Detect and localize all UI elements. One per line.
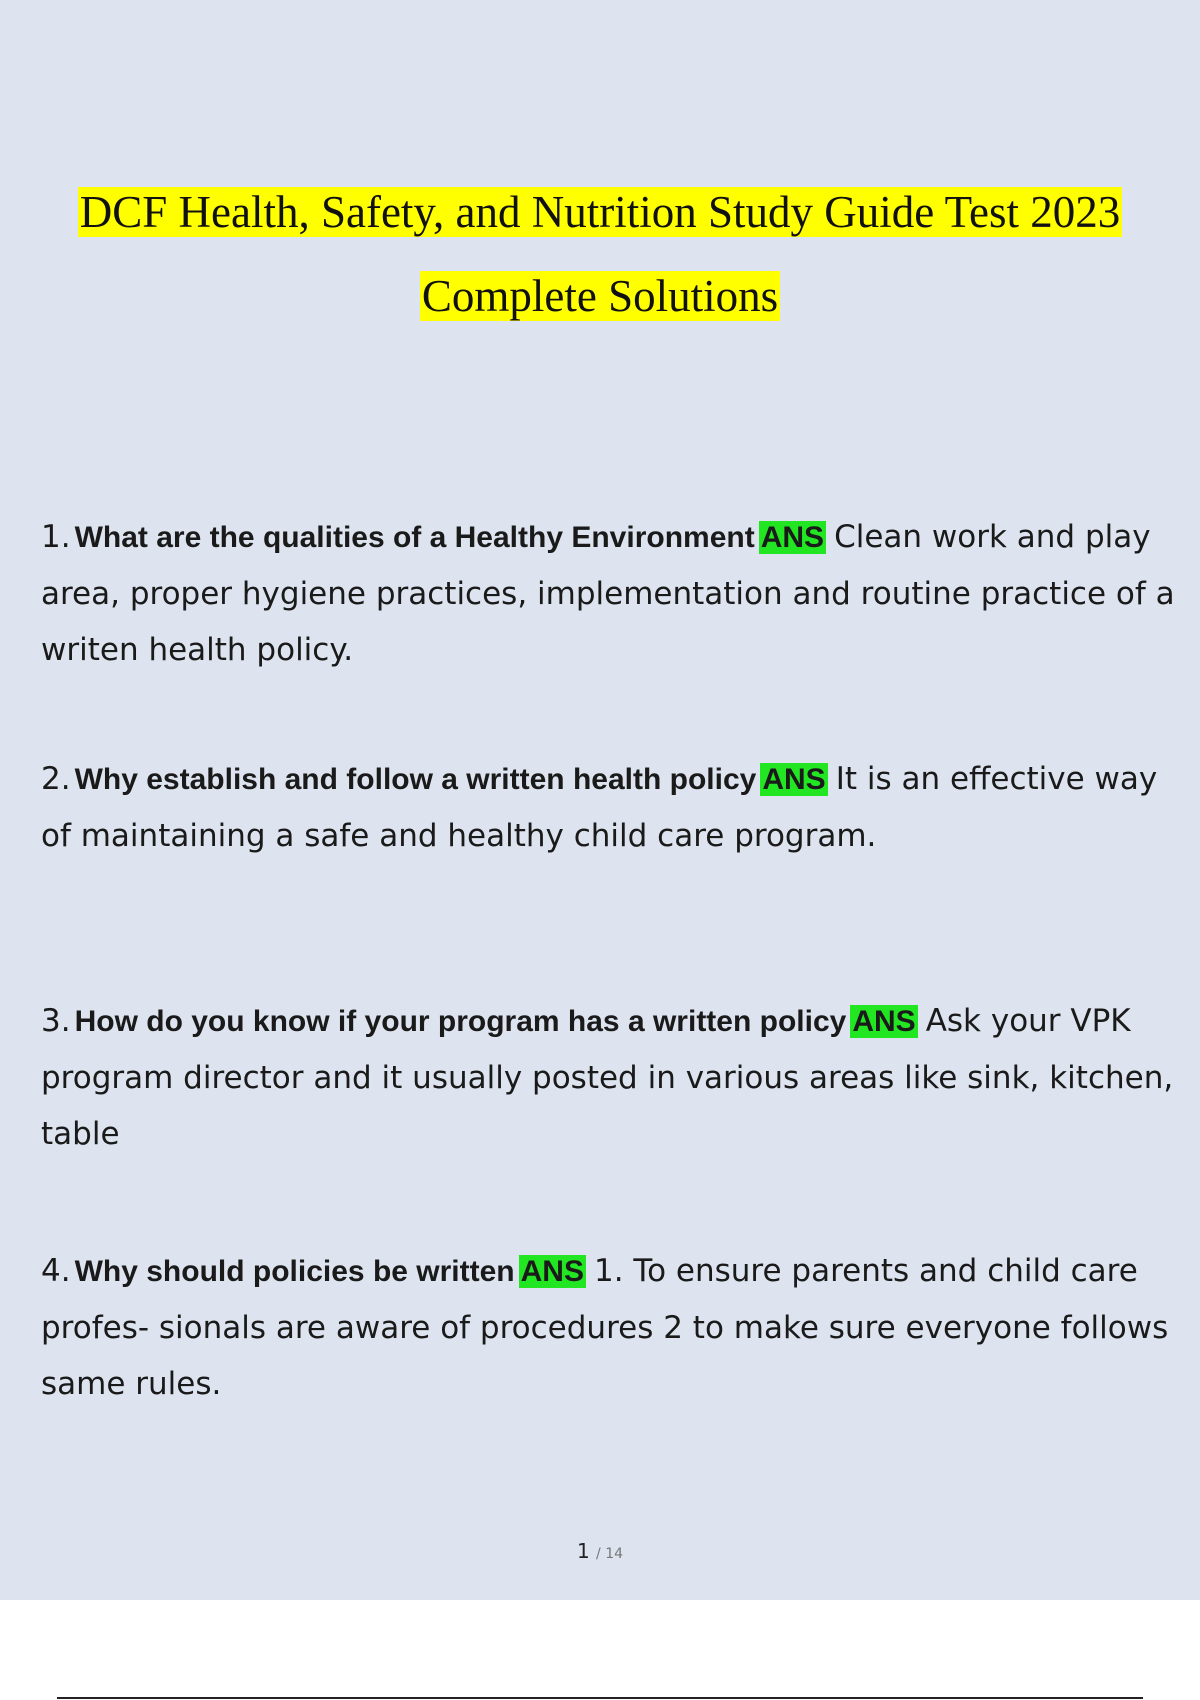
question-item-1 (41, 509, 1181, 678)
page-total: / 14 (596, 1546, 624, 1562)
ans-label: ANS (852, 1005, 916, 1038)
question-number: 3. (41, 1003, 71, 1039)
answer-text: It is an effective way of maintaining a safe and healthy child care program. (41, 761, 1158, 854)
ans-label: ANS (762, 763, 826, 796)
next-page-top-rule (57, 1697, 1143, 1699)
document-title (0, 170, 1200, 338)
page-current: 1 (576, 1539, 590, 1563)
ans-label: ANS (760, 521, 825, 554)
question-item-4 (41, 1243, 1181, 1412)
question-item-2 (41, 751, 1181, 864)
question-item-3 (41, 993, 1181, 1162)
question-number: 2. (41, 761, 71, 797)
title-line-1: DCF Health, Safety, and Nutrition Study Guide Test 2023 (79, 187, 1121, 237)
question-text: What are the qualities of a Healthy Environment (74, 521, 755, 554)
answer-text: Ask your VPK program director and it usually posted in various areas like sink, kitchen, table (41, 1003, 1174, 1152)
question-text: Why should policies be written (74, 1255, 515, 1288)
answer-text: 1. To ensure parents and child care profes- sionals are aware of procedures 2 to make sure everyone follows same rules. (41, 1253, 1169, 1402)
question-number: 4. (41, 1253, 71, 1289)
question-text: How do you know if your program has a written policy (74, 1005, 847, 1038)
title-line-2: Complete Solutions (421, 271, 779, 321)
ans-label: ANS (520, 1255, 584, 1288)
question-number: 1. (41, 519, 71, 555)
question-text: Why establish and follow a written health policy (74, 763, 757, 796)
page-number (0, 1539, 1200, 1563)
answer-text: Clean work and play area, proper hygiene practices, implementation and routine practice of a writen health policy. (41, 519, 1175, 668)
